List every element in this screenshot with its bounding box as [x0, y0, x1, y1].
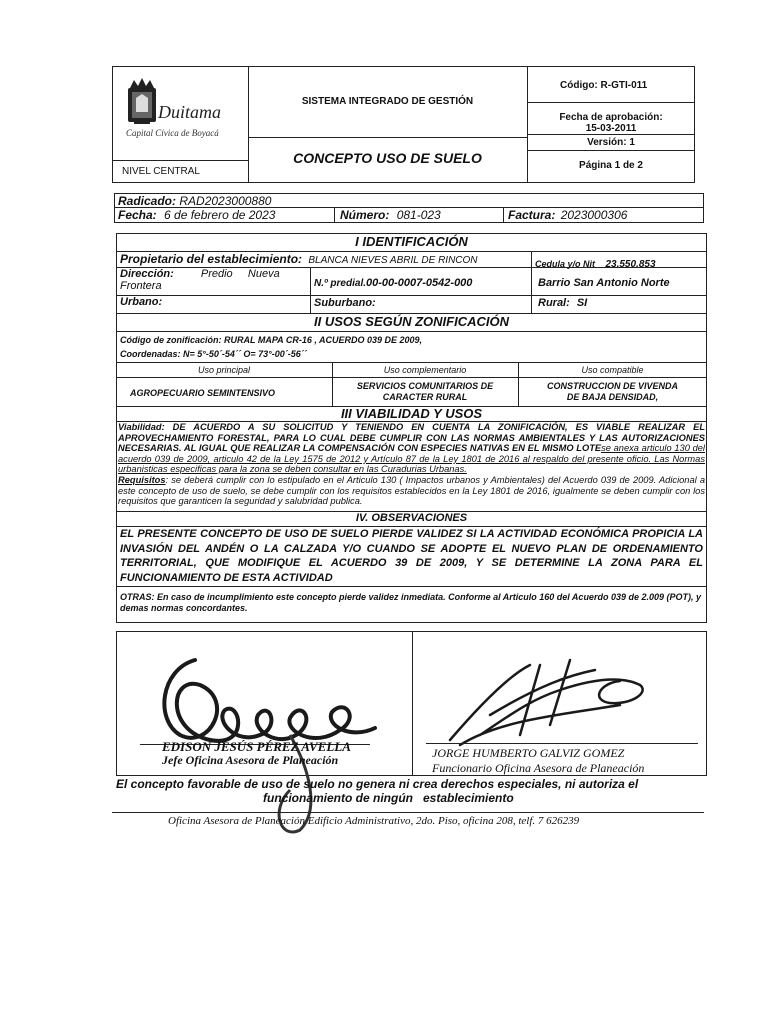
- radicado-label: Radicado:: [118, 194, 177, 208]
- rural-value: SI: [576, 297, 588, 309]
- propietario-value: BLANCA NIEVES ABRIL DE RINCON: [308, 255, 478, 266]
- numero-predial: [314, 277, 472, 289]
- propietario-label: Propietario del establecimiento:: [120, 252, 303, 266]
- document-title: CONCEPTO USO DE SUELO: [293, 150, 482, 166]
- val-uso-compatible-2: DE BAJA DENSIDAD,: [566, 392, 659, 402]
- radicado-value: RAD2023000880: [179, 194, 272, 208]
- requisitos-text: : se deberá cumplir con lo estipulado en el Articulo 130 ( Impactos urbanos y Ambientales) del Acuerdo 039 de 2009. Adicional a este concepto de uso de suelo, se debe cumplir con los requisitos establecidos en la Ley 1801 de 2016, igualmente se deben cumplir con los requisitos que garanticen la seguridad y salubridad publica.: [118, 474, 705, 507]
- nivel-label: NIVEL CENTRAL: [122, 166, 200, 177]
- numero: [340, 208, 441, 222]
- footer-note-line2: funcionamiento de ningún establecimiento: [263, 791, 514, 805]
- requisitos-label: Requisitos: [118, 474, 166, 485]
- coordenadas: Coordenadas: N= 5°-50´-54´´ O= 73°-00´-56´´: [120, 349, 307, 359]
- viabilidad-rest: se anexa articulo 130 del acuerdo 039 de 2009, articulo 42 de la Ley 1575 de 2012 y Artículo 87 de la Ley 1801 de 2016 al respaldo del presente oficio. Las Normas urbanisticas especificas para la zona se deben consultar en las Curadurias Urbanas.: [118, 443, 705, 475]
- val-uso-complementario-2: CARACTER RURAL: [382, 392, 468, 402]
- direccion-value-line2: Frontera: [120, 280, 162, 292]
- left-signer-title: Jefe Oficina Asesora de Planeación: [162, 753, 339, 767]
- codigo-zonificacion: Código de zonificación: RURAL MAPA CR-16 , ACUERDO 039 DE 2009,: [120, 335, 423, 345]
- radicado: [118, 194, 271, 208]
- logo-name: Duitama: [158, 102, 221, 122]
- predial-label: N.º predial.: [314, 278, 366, 289]
- right-signer-name: JORGE HUMBERTO GALVIZ GOMEZ: [432, 746, 625, 760]
- footer-note-line1: El concepto favorable de uso de suelo no genera ni crea derechos especiales, ni autoriza el: [116, 777, 639, 791]
- viabilidad-bold: Viabilidad: DE ACUERDO A SU SOLICITUD Y TENIENDO EN CUENTA LA ZONIFICACIÓN, ES VIABLE REALIZAR EL APROVECHAMIENTO FORESTAL, PARA LO CUAL DEBE CUMPLIR CON LAS NORMAS AMBIENTALES Y LAS AUTORIZACIONES NECESARIAS. AL IGUAL QUE REALIZAR LA COMPENSACIÓN CON ESPECIES NATIVAS EN EL MISMO LOTE: [118, 422, 705, 454]
- fecha: [118, 208, 275, 222]
- suburbano-label: Suburbano:: [314, 297, 376, 309]
- logo-tagline: Capital Cívica de Boyacá: [126, 128, 219, 138]
- col-uso-compatible: Uso compatible: [581, 365, 644, 375]
- urbano-label: Urbano:: [120, 296, 163, 308]
- propietario: [120, 252, 478, 266]
- val-uso-complementario: [332, 381, 518, 403]
- fecha-value: 6 de febrero de 2023: [164, 208, 276, 222]
- fecha-aprobacion-value: 15-03-2011: [585, 123, 637, 134]
- viabilidad-text: [118, 422, 705, 507]
- val-uso-compatible: [518, 381, 707, 403]
- val-uso-compatible-1: CONSTRUCCION DE VIVENDA: [546, 381, 678, 391]
- rural-label: Rural:: [538, 297, 570, 309]
- pagina: Página 1 de 2: [579, 160, 643, 171]
- observaciones-heading: IV. OBSERVACIONES: [355, 512, 468, 524]
- codigo: Código: R-GTI-011: [560, 80, 648, 91]
- barrio: Barrio San Antonio Norte: [538, 277, 670, 289]
- cedula: [535, 254, 656, 272]
- col-uso-principal: Uso principal: [197, 365, 251, 375]
- cedula-value: 23.550.853: [605, 259, 656, 270]
- numero-value: 081-023: [396, 208, 441, 222]
- system-title: SISTEMA INTEGRADO DE GESTIÓN: [301, 96, 474, 107]
- left-signer-name: EDISON JESÚS PÉREZ AVELLA: [162, 739, 351, 754]
- viabilidad-heading: III VIABILIDAD Y USOS: [340, 406, 483, 421]
- factura: [508, 208, 627, 222]
- right-signer-title: Funcionario Oficina Asesora de Planeación: [432, 761, 645, 775]
- version: Versión: 1: [587, 137, 635, 148]
- cedula-label: Cedula y/o Nit: [535, 259, 596, 269]
- right-signature: [420, 645, 680, 755]
- numero-label: Número:: [340, 208, 390, 222]
- direccion-value: Predio Nueva: [200, 268, 280, 280]
- observaciones-text: EL PRESENTE CONCEPTO DE USO DE SUELO PIERDE VALIDEZ SI LA ACTIVIDAD ECONÓMICA PROPICIA LA INVASIÓN DEL ANDÉN O LA CALZADA Y/O CUANDO SE ADOPTE EL NUEVO PLAN DE ORDENAMIENTO TERRITORIAL, QUE MODIFIQUE EL ACUERDO 39 DE 2009, Y SE DETERMINE LA ZONA PARA EL FUNCIONAMIENTO DE ESTA ACTIVIDAD: [120, 528, 703, 584]
- factura-label: Factura:: [508, 208, 556, 222]
- otras-text: OTRAS: En caso de incumplimiento este concepto pierde validez inmediata. Conforme al Articulo 160 del Acuerdo 039 de 2.009 (POT), y demas normas concordantes.: [120, 592, 701, 613]
- direccion: [120, 268, 306, 292]
- predial-value: 00-00-0007-0542-000: [366, 277, 473, 289]
- fecha-aprobacion-label: Fecha de aprobación:: [559, 112, 663, 123]
- identificacion-heading: I IDENTIFICACIÓN: [355, 234, 468, 249]
- direccion-label: Dirección:: [120, 268, 174, 280]
- val-uso-complementario-1: SERVICIOS COMUNITARIOS DE: [356, 381, 494, 391]
- val-uso-principal: AGROPECUARIO SEMINTENSIVO: [130, 388, 276, 398]
- factura-value: 2023000306: [560, 208, 628, 222]
- rural: [538, 297, 587, 309]
- duitama-logo: [120, 74, 242, 144]
- usos-heading: II USOS SEGÚN ZONIFICACIÓN: [313, 314, 509, 329]
- col-uso-complementario: Uso complementario: [383, 365, 467, 375]
- footer-address: Oficina Asesora de Planeación Edificio Administrativo, 2do. Piso, oficina 208, telf. 7 626239: [168, 815, 580, 827]
- fecha-label: Fecha:: [118, 208, 157, 222]
